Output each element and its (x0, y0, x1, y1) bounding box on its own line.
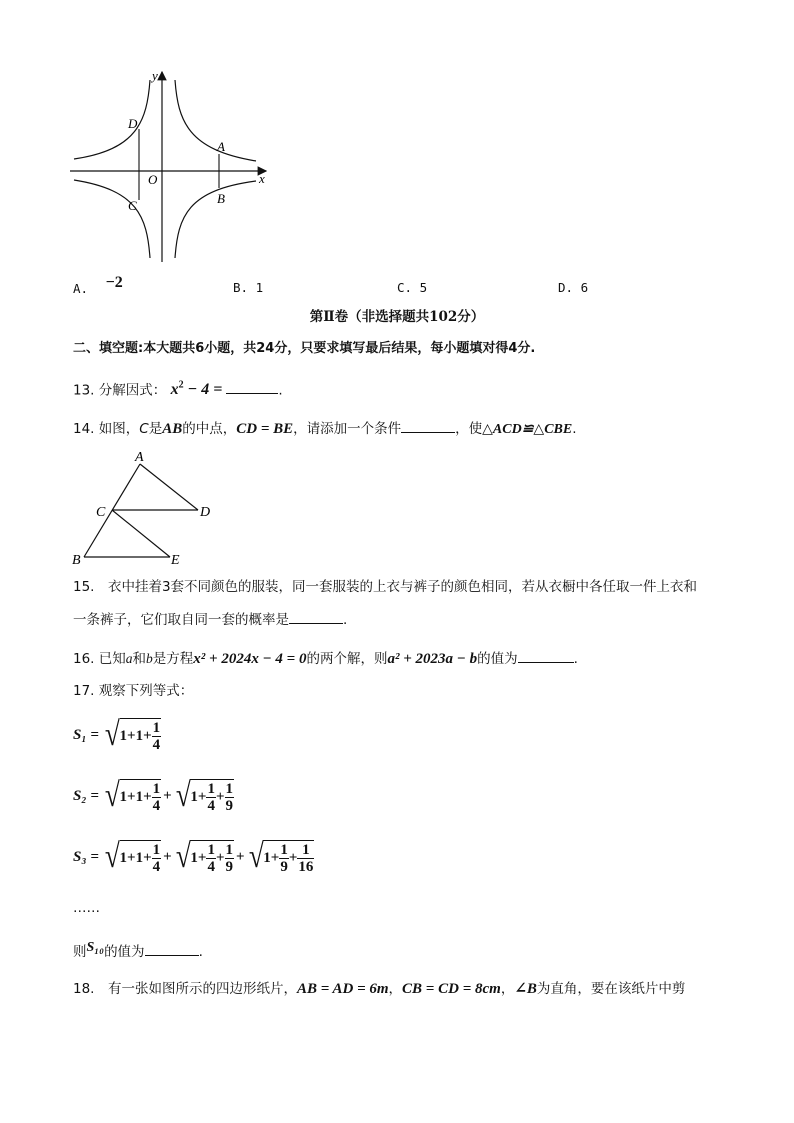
tri-label-c: C (96, 505, 106, 520)
option-c: C. 5 (397, 280, 428, 295)
hyperbola-figure (66, 66, 278, 266)
question-17-ask: 则S₁₀的值为 . (73, 940, 203, 960)
question-15-line1: 15. 衣中挂着3套不同颜色的服装，同一套服装的上衣与裤子的颜色相同，若从衣橱中各任取一件上衣和 (73, 579, 698, 595)
label-o: O (148, 172, 158, 187)
tri-label-d: D (200, 505, 211, 520)
answer-blank-13 (226, 379, 278, 394)
label-c: C (128, 198, 137, 213)
answer-blank-15 (289, 609, 343, 624)
option-a: A. −2 (73, 274, 123, 296)
question-15-line2: 一条裤子，它们取自同一套的概率是 . (73, 609, 347, 630)
triangle-figure (66, 446, 226, 568)
option-b: B. 1 (233, 280, 264, 295)
question-17-heading: 17. 观察下列等式： (73, 683, 194, 699)
answer-blank-16 (518, 648, 574, 663)
tri-label-b: B (72, 553, 81, 568)
answer-blank-17 (145, 941, 199, 956)
option-d: D. 6 (558, 280, 589, 295)
section-title: 第Ⅱ卷（非选择题共102分） (309, 309, 485, 325)
question-13: 13. 分解因式： $x^2 - 4$ = . (73, 380, 283, 399)
curve-upper-right (175, 80, 256, 161)
question-18: 18. 有一张如图所示的四边形纸片，AB = AD = 6m，CB = CD = 8cm，∠B为直角，要在该纸片中剪 (73, 981, 686, 997)
option-a-value: −2 (105, 274, 123, 291)
tri-label-a: A (135, 450, 144, 465)
label-y: y (152, 68, 158, 83)
tri-label-e: E (171, 553, 180, 568)
section-heading: 二、填空题:本大题共6小题，共24分，只要求填写最后结果，每小题填对得4分. (73, 341, 536, 356)
label-d: D (128, 116, 138, 131)
label-b: B (217, 191, 225, 206)
equation-s1: S₁ = √ 1 + 1 + $\frac{1}{4}$ (73, 716, 161, 753)
equation-s3: S₃ = √ 1 + 1 + $\frac{1}{4}$ + √ 1 + $\frac{1}{4}$ + $\frac{1}{9}$ + √ 1 + $\frac{1}{9}$ + $\frac{1}{16}$ (73, 838, 314, 875)
q13-expression: $x^2 - 4$ = (170, 380, 227, 399)
answer-blank-14 (401, 418, 455, 433)
label-a: A (217, 139, 225, 154)
curve-lower-right (175, 181, 256, 258)
question-14: 14. 如图，C是AB的中点，CD = BE，请添加一个条件 ，使△ACD≌△CBE. (73, 418, 577, 440)
question-16: 16. 已知a和b是方程x² + 2024x − 4 = 0的两个解，则a² + 2023a − b的值为 . (73, 648, 578, 669)
equation-s2: S₂ = √ 1 + 1 + $\frac{1}{4}$ + √ 1 + $\frac{1}{4}$ + $\frac{1}{9}$ (73, 777, 234, 814)
ellipsis: …… (73, 900, 100, 916)
label-x: x (259, 171, 265, 186)
